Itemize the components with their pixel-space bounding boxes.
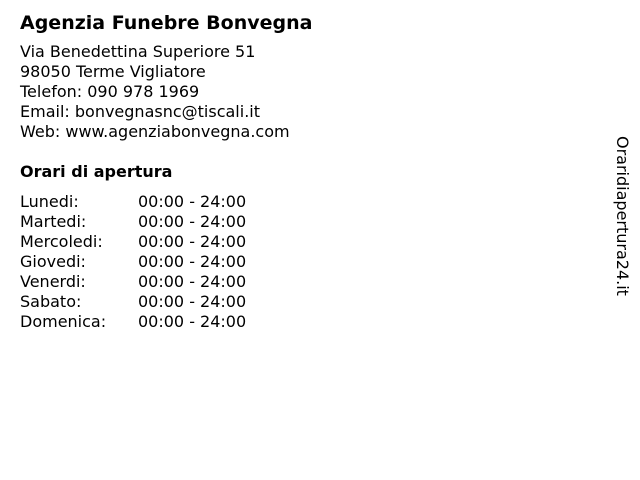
hours-row: [20, 232, 600, 252]
hours-row: [20, 292, 600, 312]
hours-row: [20, 252, 600, 272]
hours-time: 00:00 - 24:00: [138, 312, 247, 331]
hours-day: Lunedi:: [20, 192, 79, 211]
hours-day: Sabato:: [20, 292, 82, 311]
hours-day: Giovedi:: [20, 252, 86, 271]
hours-row: [20, 212, 600, 232]
business-card: [20, 10, 600, 332]
hours-day: Venerdi:: [20, 272, 86, 291]
hours-time: 00:00 - 24:00: [138, 232, 247, 251]
hours-day: Mercoledi:: [20, 232, 103, 251]
hours-time: 00:00 - 24:00: [138, 272, 247, 291]
site-watermark: Oraridiapertura24.it: [613, 136, 632, 296]
hours-row: [20, 192, 600, 212]
hours-title: Orari di apertura: [20, 162, 173, 181]
hours-time: 00:00 - 24:00: [138, 192, 247, 211]
hours-time: 00:00 - 24:00: [138, 292, 247, 311]
business-city: 98050 Terme Vigliatore: [20, 62, 206, 81]
business-phone: Telefon: 090 978 1969: [20, 82, 200, 101]
hours-time: 00:00 - 24:00: [138, 212, 247, 231]
hours-row: [20, 312, 600, 332]
business-address: Via Benedettina Superiore 51: [20, 42, 256, 61]
business-web: Web: www.agenziabonvegna.com: [20, 122, 290, 141]
hours-row: [20, 272, 600, 292]
business-name: Agenzia Funebre Bonvegna: [20, 12, 313, 34]
business-email: Email: bonvegnasnc@tiscali.it: [20, 102, 260, 121]
hours-day: Domenica:: [20, 312, 107, 331]
hours-time: 00:00 - 24:00: [138, 252, 247, 271]
hours-day: Martedi:: [20, 212, 87, 231]
